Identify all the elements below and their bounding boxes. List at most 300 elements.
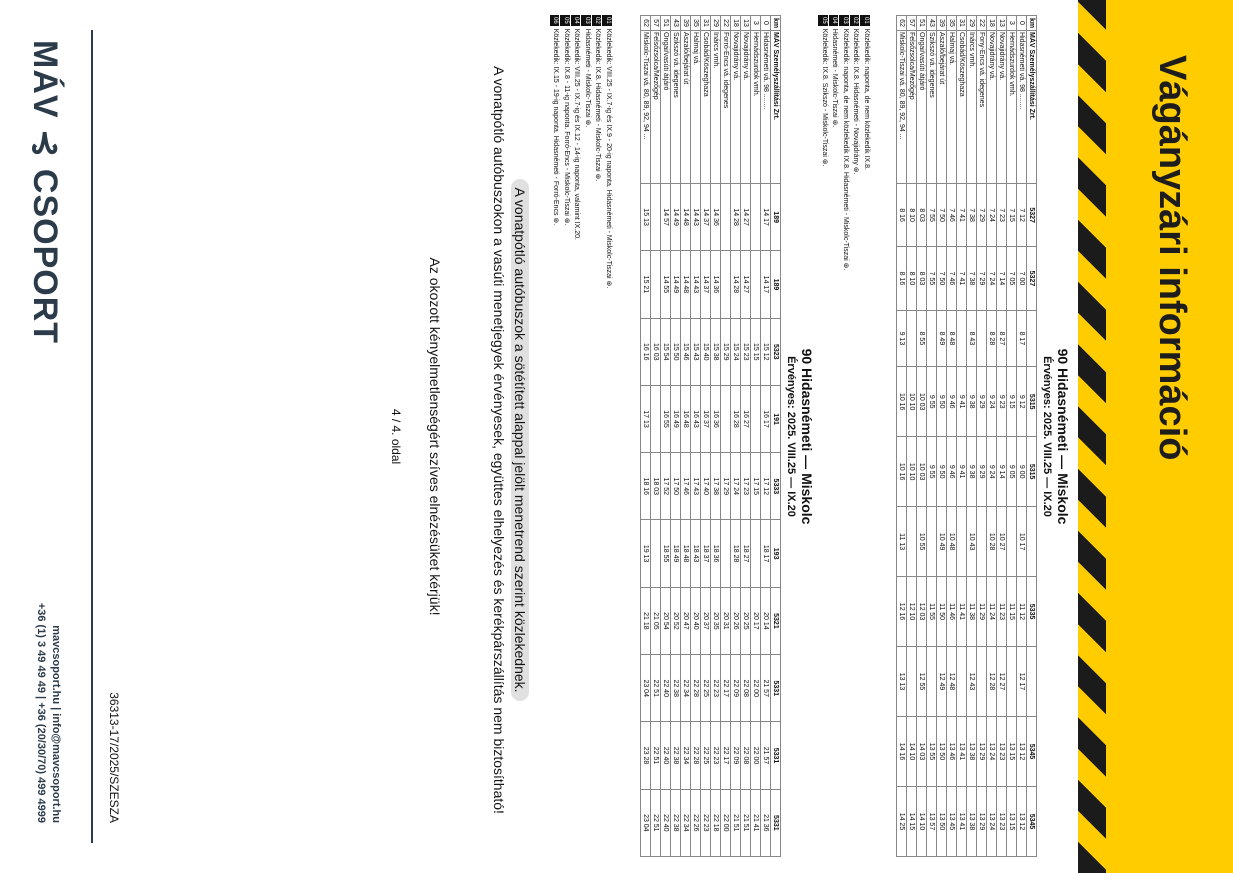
time-cell: 14 55 xyxy=(661,251,671,318)
station-cell: Novajidrány vá. xyxy=(731,31,741,184)
time-cell: 9 41 xyxy=(957,367,967,437)
time-cell: 7 50 xyxy=(937,247,947,310)
time-cell: 8 43 xyxy=(967,310,977,367)
train-number xyxy=(1027,310,1037,367)
km-cell: 39 xyxy=(937,16,947,31)
timetable-row xyxy=(1007,16,1017,857)
time-cell: 7 00 xyxy=(1017,247,1027,310)
time-cell: 22 25 xyxy=(701,722,711,789)
notice-block xyxy=(487,40,533,840)
time-cell: 21 51 xyxy=(731,789,741,856)
time-cell: 20 47 xyxy=(681,587,691,654)
km-cell: 35 xyxy=(947,16,957,31)
train-number: 5327 xyxy=(1027,247,1037,310)
note-badge: 03 xyxy=(840,15,850,26)
company-header: MÁV Személyszállítási Zrt. xyxy=(1027,31,1037,184)
time-cell: 15 13 xyxy=(641,184,651,251)
km-header: km xyxy=(771,16,781,31)
time-cell: 14 27 xyxy=(741,184,751,251)
time-cell: 18 36 xyxy=(711,520,721,587)
time-cell: 20 40 xyxy=(691,587,701,654)
train-number: 191 xyxy=(771,385,781,452)
time-cell: 9 50 xyxy=(937,437,947,507)
time-cell: 7 50 xyxy=(937,184,947,247)
km-cell: 57 xyxy=(907,16,917,31)
km-cell: 29 xyxy=(711,16,721,31)
km-cell: 29 xyxy=(967,16,977,31)
timetable-row xyxy=(661,16,671,857)
time-cell: 17 38 xyxy=(711,453,721,520)
station-cell: Felsőzsolca/Mezőgép xyxy=(907,31,917,184)
time-cell: 16 48 xyxy=(681,385,691,452)
time-cell xyxy=(907,647,917,717)
time-cell: 11 24 xyxy=(987,577,997,647)
time-cell: 20 17 xyxy=(751,587,761,654)
time-cell: 14 48 xyxy=(681,251,691,318)
note-item xyxy=(582,15,593,775)
time-cell: 22 38 xyxy=(671,789,681,856)
time-cell: 22 08 xyxy=(741,655,751,722)
time-cell: 11 23 xyxy=(997,577,1007,647)
time-cell: 12 17 xyxy=(1017,647,1027,717)
train-number: 5327 xyxy=(1027,184,1037,247)
timetable-row xyxy=(927,16,937,857)
timetable-row xyxy=(977,16,987,857)
time-cell xyxy=(957,507,967,577)
timetable-row xyxy=(751,16,761,857)
note-item xyxy=(850,15,861,775)
km-cell: 31 xyxy=(957,16,967,31)
note-text: Közlekedik: naponta, de nem közlekedik IX.8. Hidasnémeti - Miskolc-Tiszai ⊛. xyxy=(842,28,849,271)
note-text: Közlekedik: VIII.25 - IX.7-ig és IX.12 - 14-ig naponta, valamint IX.20. xyxy=(573,28,581,240)
time-cell: 8 03 xyxy=(917,184,927,247)
station-cell: Szikszó vá. idegenes xyxy=(671,31,681,184)
notes-1 xyxy=(819,15,872,775)
time-cell: 9 24 xyxy=(987,437,997,507)
time-cell: 13 38 xyxy=(967,786,977,856)
time-cell: 15 12 xyxy=(761,318,771,385)
time-cell: 20 52 xyxy=(671,587,681,654)
time-cell: 13 38 xyxy=(967,717,977,787)
note-item xyxy=(819,15,830,775)
time-cell: 15 43 xyxy=(691,318,701,385)
page-title: Vágányzári információ xyxy=(1151,55,1193,461)
note-text: Közlekedik: IX.8. Hidasnémeti - Novajidrány ⊛. xyxy=(852,28,860,175)
time-cell: 9 29 xyxy=(977,437,987,507)
train-number: 5315 xyxy=(1027,437,1037,507)
time-cell: 23 04 xyxy=(641,789,651,856)
km-cell: 3 xyxy=(1007,16,1017,31)
time-cell xyxy=(751,251,761,318)
time-cell: 16 03 xyxy=(651,318,661,385)
time-cell: 22 00 xyxy=(751,722,761,789)
time-cell xyxy=(977,310,987,367)
time-cell: 10 03 xyxy=(917,367,927,437)
time-cell: 22 40 xyxy=(661,722,671,789)
km-cell: 18 xyxy=(731,16,741,31)
timetable-header xyxy=(1027,16,1037,857)
station-cell: Miskolc-Tiszai vá. 80, 89, 92, 94 ... xyxy=(897,31,907,184)
time-cell: 15 54 xyxy=(661,318,671,385)
km-cell: 51 xyxy=(661,16,671,31)
train-number: 5323 xyxy=(771,318,781,385)
km-cell: 13 xyxy=(997,16,1007,31)
time-cell: 22 26 xyxy=(691,789,701,856)
station-cell: Novajidrány vá. xyxy=(997,31,1007,184)
time-cell: 9 14 xyxy=(997,437,1007,507)
time-cell xyxy=(651,184,661,251)
time-cell: 20 35 xyxy=(711,587,721,654)
note-item xyxy=(592,15,603,775)
time-cell: 17 15 xyxy=(751,453,761,520)
time-cell: 20 26 xyxy=(731,587,741,654)
time-cell: 9 38 xyxy=(967,367,977,437)
time-cell xyxy=(927,507,937,577)
time-cell: 13 29 xyxy=(977,717,987,787)
timetable-row xyxy=(897,16,907,857)
station-cell: Hidasnémeti vá. 98 ........ xyxy=(1017,31,1027,184)
km-cell: 43 xyxy=(671,16,681,31)
km-cell: 39 xyxy=(681,16,691,31)
station-cell: Csobád/Köszeghaza xyxy=(701,31,711,184)
time-cell: 15 21 xyxy=(641,251,651,318)
time-cell: 13 46 xyxy=(947,717,957,787)
note-badge: 01 xyxy=(603,15,613,26)
time-cell: 22 38 xyxy=(671,655,681,722)
time-cell: 23 28 xyxy=(641,722,651,789)
time-cell: 11 46 xyxy=(947,577,957,647)
time-cell: 12 49 xyxy=(937,647,947,717)
time-cell: 22 00 xyxy=(721,789,731,856)
time-cell: 8 17 xyxy=(1017,310,1027,367)
time-cell: 7 46 xyxy=(947,184,957,247)
company-header: MÁV Személyszállítási Zrt. xyxy=(771,31,781,184)
time-cell: 14 49 xyxy=(671,184,681,251)
timetable-row xyxy=(1017,16,1027,857)
time-cell: 8 16 xyxy=(897,184,907,247)
time-cell: 9 13 xyxy=(897,310,907,367)
time-cell: 13 45 xyxy=(947,786,957,856)
time-cell: 22 40 xyxy=(661,655,671,722)
time-cell: 14 25 xyxy=(897,786,907,856)
time-cell: 8 27 xyxy=(997,310,1007,367)
time-cell: 11 55 xyxy=(927,577,937,647)
km-header: km xyxy=(1027,16,1037,31)
timetable-row xyxy=(671,16,681,857)
station-cell: Inárcs vmh. xyxy=(967,31,977,184)
time-cell: 11 13 xyxy=(897,507,907,577)
time-cell: 13 23 xyxy=(997,786,1007,856)
timetable-row xyxy=(731,16,741,857)
time-cell: 10 28 xyxy=(987,507,997,577)
timetable-row xyxy=(691,16,701,857)
time-cell: 14 03 xyxy=(917,717,927,787)
time-cell: 15 23 xyxy=(741,318,751,385)
time-cell: 14 28 xyxy=(731,184,741,251)
station-cell: Aszaló/bejárat út xyxy=(681,31,691,184)
time-cell: 18 37 xyxy=(701,520,711,587)
time-cell xyxy=(1007,507,1017,577)
train-number: 5335 xyxy=(1027,577,1037,647)
time-cell: 7 55 xyxy=(927,247,937,310)
time-cell: 22 40 xyxy=(661,789,671,856)
km-cell: 62 xyxy=(641,16,651,31)
time-cell: 22 23 xyxy=(701,789,711,856)
time-cell: 14 16 xyxy=(897,717,907,787)
time-cell: 21 51 xyxy=(741,789,751,856)
time-cell: 14 36 xyxy=(711,184,721,251)
time-cell: 22 00 xyxy=(751,655,761,722)
time-cell: 14 37 xyxy=(701,184,711,251)
time-cell: 16 37 xyxy=(701,385,711,452)
time-cell: 22 18 xyxy=(711,789,721,856)
time-cell: 10 16 xyxy=(897,437,907,507)
time-cell: 14 15 xyxy=(907,786,917,856)
note-text: Közlekedik: IX.8. Szikszó - Miskolc-Tiszai ⊛. xyxy=(821,28,828,167)
time-cell: 8 48 xyxy=(947,310,957,367)
km-cell: 13 xyxy=(741,16,751,31)
time-cell: 18 48 xyxy=(681,520,691,587)
time-cell: 20 25 xyxy=(741,587,751,654)
time-cell: 22 23 xyxy=(711,655,721,722)
time-cell: 22 25 xyxy=(701,655,711,722)
time-cell: 17 24 xyxy=(731,453,741,520)
station-cell: Ongai/vasúti átjáró xyxy=(661,31,671,184)
note-badge: 02 xyxy=(850,15,860,26)
time-cell: 17 23 xyxy=(741,453,751,520)
time-cell: 17 46 xyxy=(681,453,691,520)
time-cell: 9 55 xyxy=(927,437,937,507)
time-cell xyxy=(927,647,937,717)
train-number: 189 xyxy=(771,184,781,251)
station-cell: Szikszó vá. idegenes xyxy=(927,31,937,184)
timetable-row xyxy=(957,16,967,857)
time-cell: 11 15 xyxy=(1007,577,1017,647)
time-cell: 15 24 xyxy=(731,318,741,385)
time-cell: 13 23 xyxy=(997,717,1007,787)
time-cell: 22 34 xyxy=(681,789,691,856)
time-cell: 14 27 xyxy=(741,251,751,318)
time-cell: 22 17 xyxy=(721,722,731,789)
time-cell: 13 55 xyxy=(927,717,937,787)
footer-divider xyxy=(91,30,93,843)
web-email[interactable]: mavcsoport.hu | info@mavcsoport.hu xyxy=(50,625,62,823)
station-cell: Halmaj vá. xyxy=(691,31,701,184)
station-cell: Inárcs vmh. xyxy=(711,31,721,184)
timetable-1 xyxy=(896,15,1037,857)
time-cell: 12 16 xyxy=(897,577,907,647)
time-cell: 8 55 xyxy=(917,310,927,367)
time-cell xyxy=(651,520,661,587)
km-cell: 35 xyxy=(691,16,701,31)
time-cell: 10 43 xyxy=(967,507,977,577)
time-cell: 22 38 xyxy=(671,722,681,789)
note-text: Közlekedik: naponta, de nem közlekedik IX.8. xyxy=(863,28,870,170)
time-cell: 8 10 xyxy=(907,184,917,247)
time-cell: 18 03 xyxy=(651,453,661,520)
note-item xyxy=(861,15,872,775)
timetable-row xyxy=(947,16,957,857)
time-cell: 22 09 xyxy=(731,655,741,722)
time-cell: 9 12 xyxy=(1017,367,1027,437)
note-item xyxy=(571,15,582,775)
time-cell: 13 41 xyxy=(957,786,967,856)
time-cell: 9 46 xyxy=(947,367,957,437)
time-cell: 14 49 xyxy=(671,251,681,318)
timetable-row xyxy=(711,16,721,857)
contact-block xyxy=(33,603,63,823)
timetable-grid-2 xyxy=(640,15,781,857)
time-cell: 21 57 xyxy=(761,722,771,789)
time-cell: 17 52 xyxy=(661,453,671,520)
time-cell: 7 14 xyxy=(997,247,1007,310)
time-cell: 15 29 xyxy=(721,318,731,385)
time-cell: 16 49 xyxy=(671,385,681,452)
time-cell: 14 17 xyxy=(761,184,771,251)
time-cell: 22 51 xyxy=(651,655,661,722)
time-cell: 10 49 xyxy=(937,507,947,577)
note-item xyxy=(603,15,614,775)
km-cell: 62 xyxy=(897,16,907,31)
time-cell: 23 04 xyxy=(641,655,651,722)
document-id: 36313-17/2025/SZESZA xyxy=(107,692,121,823)
time-cell: 13 57 xyxy=(927,786,937,856)
timetable-row xyxy=(997,16,1007,857)
time-cell: 14 10 xyxy=(907,717,917,787)
timetable-2 xyxy=(640,15,781,857)
station-cell: Novajidrány vá. xyxy=(987,31,997,184)
time-cell xyxy=(721,251,731,318)
time-cell: 22 23 xyxy=(711,722,721,789)
time-cell: 10 48 xyxy=(947,507,957,577)
timetable-row xyxy=(651,16,661,857)
time-cell xyxy=(751,385,761,452)
timetable-row xyxy=(987,16,997,857)
time-cell: 22 34 xyxy=(681,722,691,789)
note-badge: 01 xyxy=(861,15,871,26)
time-cell: 15 15 xyxy=(751,318,761,385)
km-cell: 0 xyxy=(1017,16,1027,31)
station-cell: Felsőzsolca/Mezőgép xyxy=(651,31,661,184)
time-cell: 22 08 xyxy=(741,722,751,789)
time-cell: 10 10 xyxy=(907,437,917,507)
apology-text: Az okozott kényelmetlenségért szíves elnézésüket kérjük! xyxy=(427,257,443,616)
km-cell: 22 xyxy=(721,16,731,31)
notice-text: A vonatpótló autóbuszokon a vasúti menetjegyek érvényesek, együttes elhelyezés és kerékpárszállítás nem biztosítható! xyxy=(491,66,507,814)
km-cell: 22 xyxy=(977,16,987,31)
time-cell: 12 10 xyxy=(907,577,917,647)
time-cell: 22 09 xyxy=(731,722,741,789)
time-cell: 22 51 xyxy=(651,789,661,856)
train-number: 193 xyxy=(771,520,781,587)
timetable-row xyxy=(907,16,917,857)
note-badge: 04 xyxy=(571,15,581,26)
time-cell: 7 41 xyxy=(957,247,967,310)
time-cell: 21 41 xyxy=(751,789,761,856)
time-cell: 18 43 xyxy=(691,520,701,587)
footer xyxy=(0,0,121,873)
page-number: 4 / 4. oldal xyxy=(389,408,403,465)
time-cell: 22 17 xyxy=(721,655,731,722)
note-item xyxy=(840,15,851,775)
km-cell: 51 xyxy=(917,16,927,31)
time-cell: 13 41 xyxy=(957,717,967,787)
time-cell xyxy=(651,385,661,452)
timetable-row xyxy=(761,16,771,857)
time-cell: 16 36 xyxy=(711,385,721,452)
train-number: 189 xyxy=(771,251,781,318)
time-cell: 14 57 xyxy=(661,184,671,251)
time-cell: 15 46 xyxy=(681,318,691,385)
timetable-row xyxy=(721,16,731,857)
phone-numbers[interactable]: +36 (1) 3 49 49 49 | +36 (20/30/70) 499 4999 xyxy=(35,602,47,823)
note-text: Hidasnémeti - Miskolc-Tiszai ⊛. xyxy=(831,28,839,128)
time-cell: 14 17 xyxy=(761,251,771,318)
time-cell: 18 28 xyxy=(731,520,741,587)
km-cell: 18 xyxy=(987,16,997,31)
station-cell: Novajidrány vá. xyxy=(741,31,751,184)
km-cell: 3 xyxy=(751,16,761,31)
time-cell: 11 50 xyxy=(937,577,947,647)
time-cell xyxy=(957,647,967,717)
time-cell xyxy=(651,251,661,318)
train-number: 5331 xyxy=(771,655,781,722)
note-badge: 03 xyxy=(582,15,592,26)
time-cell: 9 29 xyxy=(977,367,987,437)
time-cell: 17 12 xyxy=(761,453,771,520)
time-cell: 12 27 xyxy=(997,647,1007,717)
time-cell: 17 29 xyxy=(721,453,731,520)
train-number: 5333 xyxy=(771,453,781,520)
time-cell: 9 55 xyxy=(927,367,937,437)
time-cell: 14 28 xyxy=(731,251,741,318)
km-cell: 57 xyxy=(651,16,661,31)
time-cell: 8 49 xyxy=(937,310,947,367)
timetable-grid-1 xyxy=(896,15,1037,857)
note-badge: 02 xyxy=(592,15,602,26)
time-cell: 8 16 xyxy=(897,247,907,310)
time-cell: 9 23 xyxy=(997,367,1007,437)
time-cell: 9 00 xyxy=(1017,437,1027,507)
time-cell: 17 43 xyxy=(691,453,701,520)
time-cell: 10 17 xyxy=(1017,507,1027,577)
km-cell: 43 xyxy=(927,16,937,31)
time-cell: 9 50 xyxy=(937,367,947,437)
time-cell: 13 24 xyxy=(987,786,997,856)
time-cell: 16 27 xyxy=(741,385,751,452)
timetable-row xyxy=(701,16,711,857)
time-cell: 11 41 xyxy=(957,577,967,647)
time-cell: 16 17 xyxy=(761,385,771,452)
timetable-row xyxy=(967,16,977,857)
time-cell: 21 57 xyxy=(761,655,771,722)
note-badge: 05 xyxy=(561,15,571,26)
time-cell: 13 13 xyxy=(897,647,907,717)
time-cell: 15 50 xyxy=(671,318,681,385)
time-cell: 7 12 xyxy=(1017,184,1027,247)
time-cell xyxy=(721,385,731,452)
note-item xyxy=(550,15,561,775)
time-cell xyxy=(957,310,967,367)
time-cell: 22 51 xyxy=(651,722,661,789)
station-cell: Hernádszurdok vmh. xyxy=(1007,31,1017,184)
time-cell: 11 29 xyxy=(977,577,987,647)
hazard-stripe xyxy=(1078,0,1106,873)
timetable-header xyxy=(771,16,781,857)
station-cell: Halmaj vá. xyxy=(947,31,957,184)
route-valid-2: Érvényes: 2025. VIII.25 — IX.20 xyxy=(785,356,797,517)
km-cell: 0 xyxy=(761,16,771,31)
